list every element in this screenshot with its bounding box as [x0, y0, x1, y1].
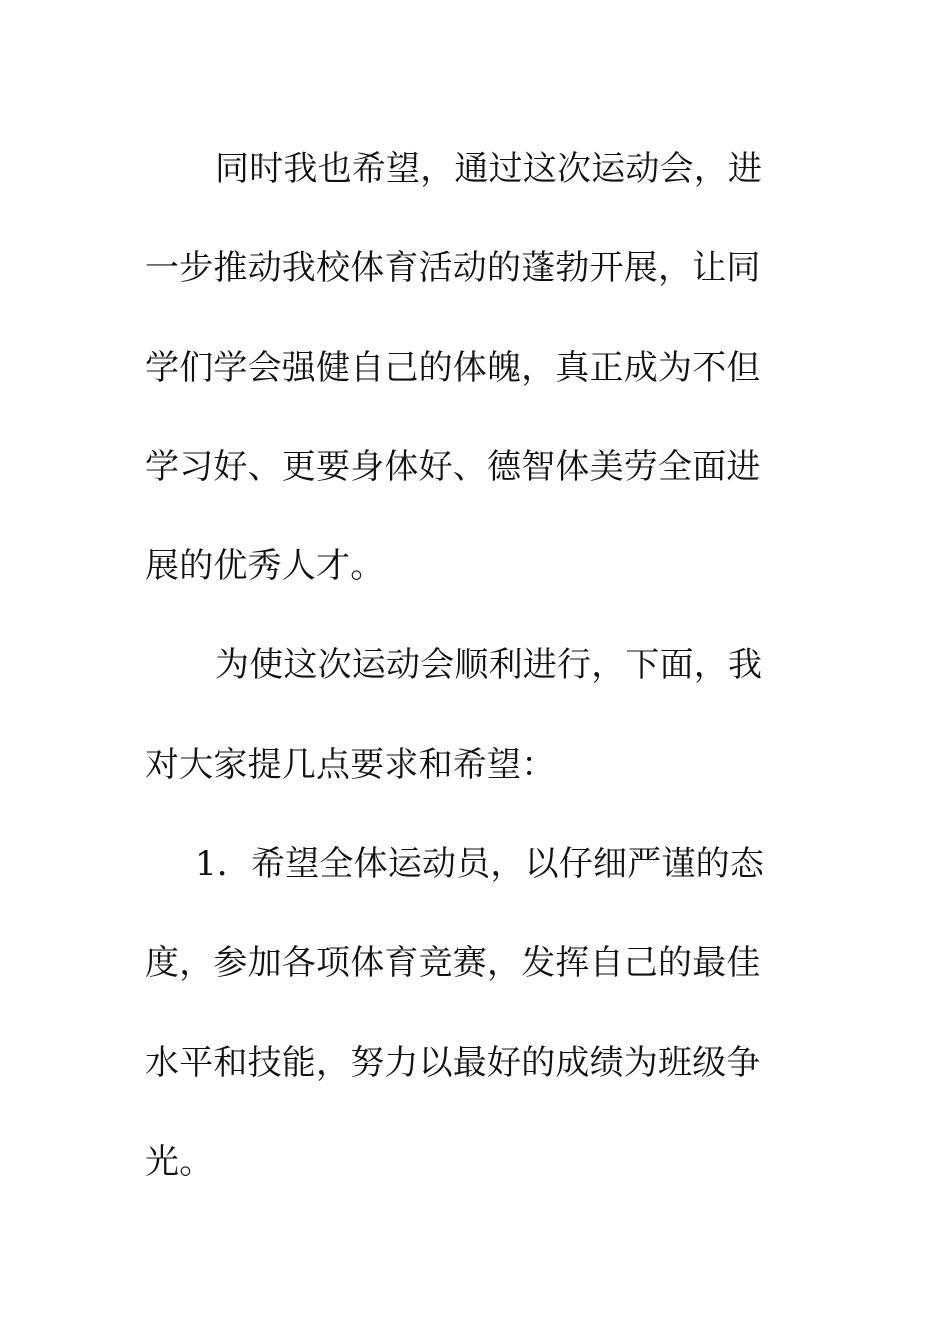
paragraph-line: 学习好、更要身体好、德智体美劳全面进 [145, 446, 761, 487]
list-item-line: 水平和技能，努力以最好的成绩为班级争 [145, 1042, 761, 1083]
paragraph-line: 对大家提几点要求和希望： [145, 744, 556, 785]
list-item-line: 度，参加各项体育竞赛，发挥自己的最佳 [145, 943, 761, 984]
paragraph-line: 展的优秀人才。 [145, 546, 385, 587]
document-body [145, 120, 785, 1212]
list-item-line: 光。 [145, 1141, 214, 1182]
paragraph-line: 为使这次运动会顺利进行，下面，我 [215, 645, 763, 686]
paragraph-line: 一步推动我校体育活动的蓬勃开展，让同 [145, 248, 761, 289]
list-item-line: 1．希望全体运动员，以仔细严谨的态 [195, 844, 765, 885]
paragraph-line: 学们学会强健自己的体魄，真正成为不但 [145, 347, 761, 388]
paragraph-line: 同时我也希望，通过这次运动会，进 [215, 149, 763, 189]
